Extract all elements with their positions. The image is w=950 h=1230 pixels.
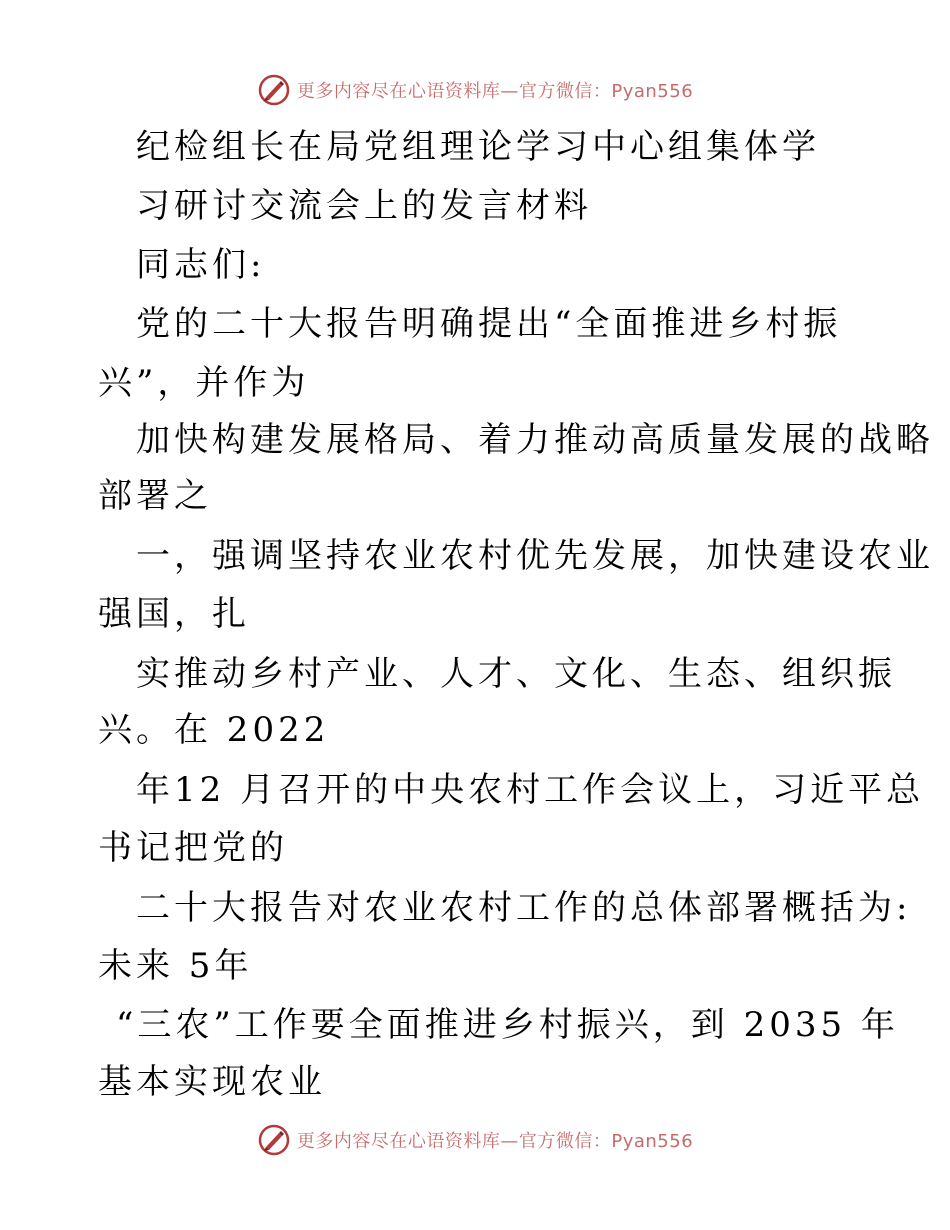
paragraph-line: 部署之: [98, 476, 212, 516]
header-banner: [0, 70, 950, 110]
paragraph-line: 党的二十大报告明确提出“全面推进乡村振: [136, 304, 842, 344]
paragraph-line: 实推动乡村产业、人才、文化、生态、组织振: [136, 654, 896, 694]
paragraph-line: 年12 月召开的中央农村工作会议上，习近平总: [136, 770, 925, 810]
paragraph-line: 二十大报告对农业农村工作的总体部署概括为:: [136, 888, 912, 928]
footer-banner-text: 更多内容尽在心语资料库—官方微信：Pyan556: [296, 1131, 694, 1152]
paragraph-line: 未来 5年: [98, 946, 253, 986]
footer-banner-inner: [257, 1123, 693, 1157]
paragraph-line: 兴。在 2022: [98, 710, 330, 750]
paragraph-line: 兴”，并作为: [98, 363, 310, 403]
paragraph-line: 强国，扎: [98, 594, 250, 634]
pen-logo-icon: [257, 73, 291, 107]
salutation: 同志们:: [136, 245, 266, 285]
title-line-2: 习研讨交流会上的发言材料: [136, 186, 592, 226]
title-line-1: 纪检组长在局党组理论学习中心组集体学: [136, 127, 820, 167]
paragraph-line: 加快构建发展格局、着力推动高质量发展的战略: [136, 420, 934, 460]
paragraph-line: “三农”工作要全面推进乡村振兴，到 2035 年: [116, 1005, 899, 1045]
paragraph-line: 一，强调坚持农业农村优先发展，加快建设农业: [136, 536, 934, 576]
pen-logo-icon: [257, 1123, 291, 1157]
paragraph-line: 书记把党的: [98, 828, 288, 868]
header-banner-inner: [257, 73, 693, 107]
paragraph-line: 基本实现农业: [98, 1062, 326, 1102]
footer-banner: [0, 1120, 950, 1160]
header-banner-text: 更多内容尽在心语资料库—官方微信：Pyan556: [296, 81, 694, 102]
